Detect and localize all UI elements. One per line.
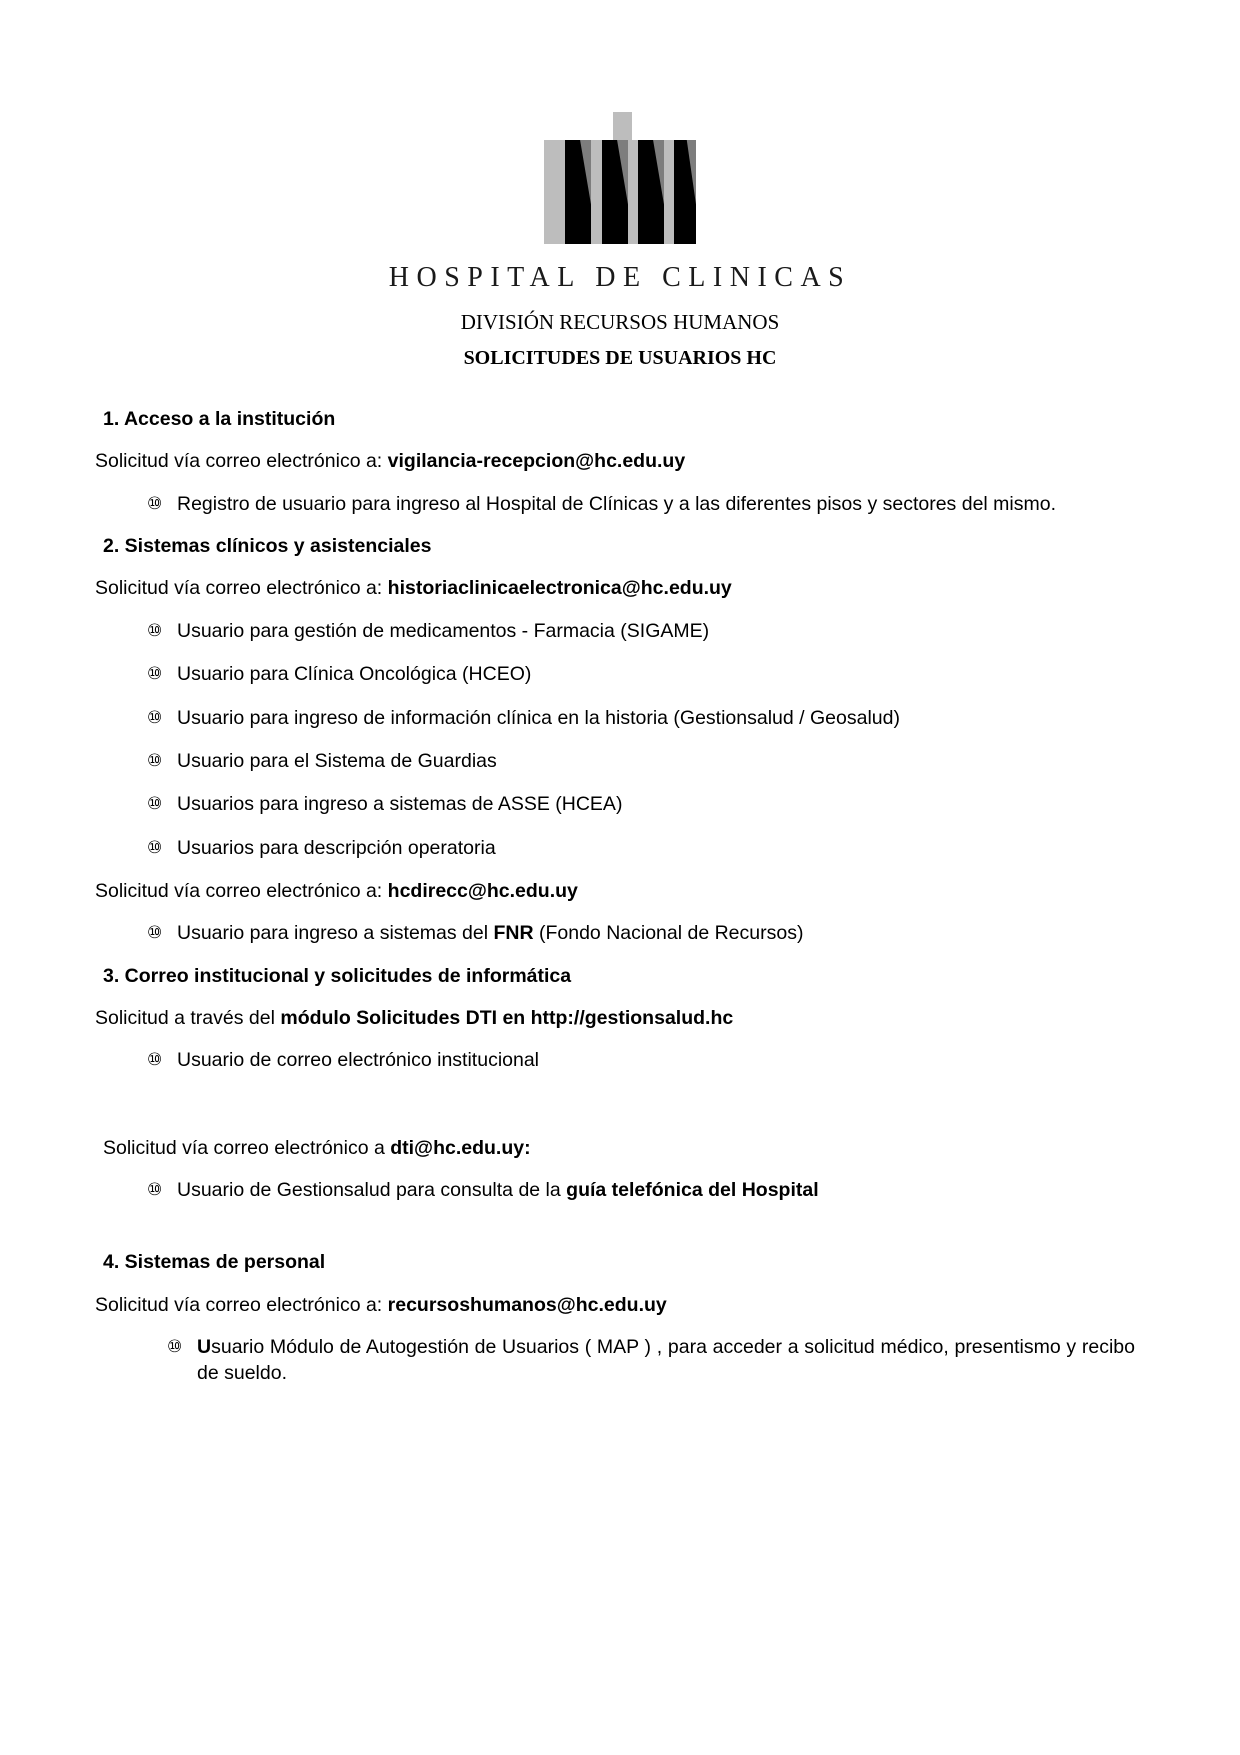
lead-email: dti@hc.edu.uy: [390,1136,531,1159]
list-item [95,903,1145,946]
spacer [95,1203,1145,1233]
section-heading-3: 3. Correo institucional y solicitudes de informática [103,964,572,987]
bullet-icon: ⑩ [147,493,163,514]
logo-column-1 [565,140,591,244]
lead-prefix: Solicitud vía correo electrónico a [103,1136,391,1159]
list-item [95,474,1145,517]
section-3-lead-secondary [95,1118,1145,1160]
lead-email: hcdirecc@hc.edu.uy [387,879,578,902]
logo-block [95,0,1145,294]
logo-column-2 [602,140,628,244]
lead-email: historiaclinicaelectronica@hc.edu.uy [387,577,732,600]
lead-prefix: Solicitud vía correo electrónico a: [95,577,388,600]
page-title: SOLICITUDES DE USUARIOS HC [463,347,777,369]
division-subtitle: DIVISIÓN RECURSOS HUMANOS [460,310,780,334]
section-3-lead [95,988,1145,1030]
list-item [95,731,1145,774]
list-item [95,774,1145,817]
section-heading-2: 2. Sistemas clínicos y asistenciales [103,535,432,558]
list-item [95,1317,1145,1386]
list-item-label: Usuarios para ingreso a sistemas de ASSE (HCEA) [177,793,623,816]
list-item-text-post: (Fondo Nacional de Recursos) [533,922,804,945]
section-heading-1: 1. Acceso a la institución [103,408,336,430]
list-item-text-pre: Usuario para ingreso a sistemas del [177,922,494,945]
section-1-lead [95,431,1145,473]
logo-tower-shape [613,112,632,142]
list-item-label: Usuario de correo electrónico institucional [177,1049,540,1072]
list-item [95,818,1145,861]
list-item-text-bold: FNR [493,922,534,945]
logo-wordmark: HOSPITAL DE CLINICAS [388,262,852,293]
list-item [95,1160,1145,1203]
list-item-label [177,1178,1145,1203]
section-heading-4: 4. Sistemas de personal [103,1251,326,1274]
list-item-label: Usuario para el Sistema de Guardias [177,749,497,772]
section-4-lead [95,1275,1145,1317]
bullet-icon: ⑩ [147,923,163,944]
list-item-label: Usuario para ingreso de información clínica en la historia (Gestionsalud / Geosalud) [177,706,900,729]
bullet-icon: ⑩ [147,1050,163,1071]
bullet-icon: ⑩ [147,794,163,815]
list-item-label: Usuario para gestión de medicamentos - Farmacia (SIGAME) [177,619,710,642]
list-item-text-bold-lead: U [197,1336,212,1359]
lead-email: recursoshumanos@hc.edu.uy [387,1293,667,1316]
list-item [95,1030,1145,1073]
list-item-text-bold: guía telefónica del Hospital [566,1179,819,1202]
list-item [95,601,1145,644]
lead-email: vigilancia-recepcion@hc.edu.uy [387,450,686,473]
list-item-label [197,1335,1145,1386]
hospital-de-clinicas-building-logo-icon [544,112,696,244]
lead-bold: módulo Solicitudes DTI en http://gestionsalud.hc [280,1007,734,1029]
bullet-icon: ⑩ [147,837,163,858]
list-item-text-pre: Usuario de Gestionsalud para consulta de la [177,1179,567,1202]
lead-prefix: Solicitud vía correo electrónico a: [95,879,388,902]
logo-column-4 [674,140,696,244]
lead-prefix: Solicitud vía correo electrónico a: [95,450,388,473]
section-2-lead [95,558,1145,600]
bullet-icon: ⑩ [147,750,163,771]
bullet-icon: ⑩ [167,1337,183,1358]
list-item-label [177,921,1145,946]
spacer [95,1074,1145,1118]
section-2-lead-secondary [95,861,1145,903]
list-item [95,688,1145,731]
logo-column-3 [638,140,664,244]
list-item-label: Registro de usuario para ingreso al Hospital de Clínicas y a las diferentes pisos y sectores del mismo. [177,492,1056,515]
list-item-label: Usuario para Clínica Oncológica (HCEO) [177,663,532,686]
lead-prefix: Solicitud vía correo electrónico a: [95,1293,388,1316]
bullet-icon: ⑩ [147,664,163,685]
list-item [95,644,1145,687]
lead-prefix: Solicitud a través del [95,1007,281,1029]
document-body [95,390,1145,1386]
bullet-icon: ⑩ [147,620,163,641]
list-item-text: suario Módulo de Autogestión de Usuarios ( MAP ) , para acceder a solicitud médico, presentismo y recibo de sueldo. [197,1336,1135,1384]
list-item-label: Usuarios para descripción operatoria [177,836,496,859]
bullet-icon: ⑩ [147,707,163,728]
bullet-icon: ⑩ [147,1180,163,1201]
